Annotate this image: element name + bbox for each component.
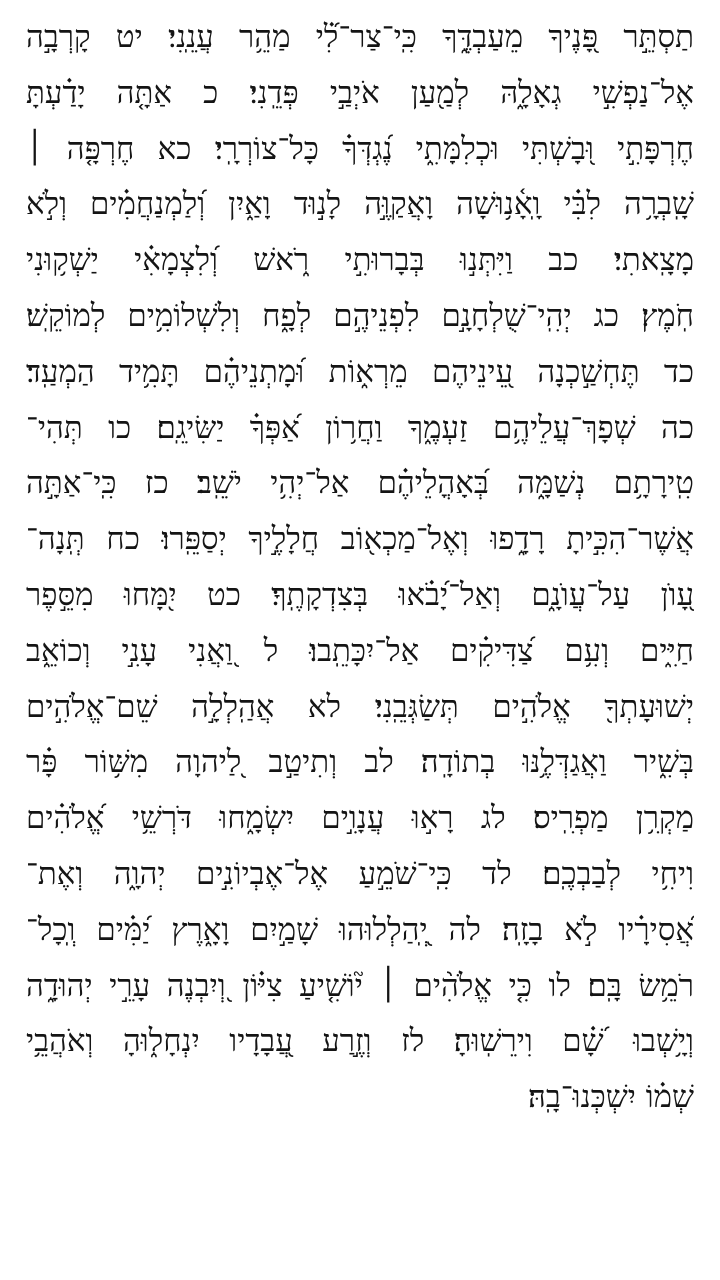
text-line: חַיִּ֑ים וְעִ֥ם צַ֝דִּיקִ֗ים אַל־יִכָּתֵֽבוּ׃ ל וַ֭אֲנִי עָנִ֣י וְכוֹאֵ֑ב xyxy=(26,632,694,669)
hebrew-text-block xyxy=(26,10,694,1126)
text-line: שָֽׁבְרָ֥ה לִבִּ֗י וָֽאָ֫נ֥וּשָׁה וָאֲקַוֶּ֣ה לָנ֣וּד וָאַ֑יִן וְ֝לַמְנַחֲמִ֗ים וְלֹ֣א xyxy=(26,186,694,223)
text-line: יְשׁוּעָתְךָ֖ אֱלֹהִ֣ים תְּשַׂגְּבֵֽנִי׃ לא אֲהַֽלְלָ֣ה שֵׁם־אֱלֹהִ֣ים xyxy=(26,688,694,725)
text-line: וְיָ֥שְׁבוּ שָׁ֝֗ם וִירֵשֽׁוּהָ׃ לז וְזֶ֣רַע עֲ֭בָדָיו יִנְחָל֑וּהָ וְאֹהֲבֵ֥י xyxy=(26,1023,694,1060)
text-line: אֲשֶׁר־הִכִּ֣יתָ רָדָ֑פוּ וְאֶל־מַכְא֖וֹב חֲלָלֶ֣יךָ יְסַפֵּֽרוּ׃ כח תְּֽנָה־ xyxy=(26,521,694,558)
text-line: מָצָֽאתִי׃ כב וַיִּתְּנ֣וּ בְּבָרוּתִ֣י רֹ֑אשׁ וְ֝לִצְמָאִ֗י יַשְׁק֥וּנִי xyxy=(26,242,694,279)
text-line: אֶל־נַפְשִׁ֣י גְאָלָ֑הּ לְמַ֖עַן אֹיְבַ֣י פְּדֵֽנִי׃ כ אַתָּ֤ה יָדַ֗עְתָּ xyxy=(26,74,694,111)
text-line: תַסְתֵּ֣ר פָּ֭נֶיךָ מֵעַבְדֶּ֑ךָ כִּֽי־צַר־לִ֝֗י מַהֵ֥ר עֲנֵֽנִי׃ יט קָרְבָ֣ה xyxy=(26,19,694,55)
text-line: עָ֭וֺן עַל־עֲוֺנָ֑ם וְאַל־יָ֝בֹ֗אוּ בְּצִדְקָתֶֽךָ׃ כט יִ֭מָּחוּ מִסֵּ֣פֶר xyxy=(26,576,694,613)
text-line: בְּשִׁ֑יר וַאֲגַדְּלֶ֥נּוּ בְתוֹדָֽה׃ לב וְתִיטַ֣ב לַ֭יהוָה מִשּׁ֥וֹר פָּ֗ר xyxy=(26,744,694,781)
text-line: חֶרְפָּתִ֣י וּ֭בָשְׁתִּי וּכְלִמָּתִ֑י נֶ֝גְדְּךָ֗ כָּל־צוֹרְרָֽי׃ כא חֶרְפָּ֤ה ׀ xyxy=(26,130,694,167)
text-line: רֹמֵ֥שׂ בָּֽם׃ לו כִּ֤י אֱלֹהִ֨ים ׀ י֘וֹשִׁ֤יעַ צִיּ֗וֹן וְ֭יִבְנֶה עָרֵ֣י יְהוּדָ֑ה xyxy=(26,967,694,1004)
text-line-last: שְׁ֝מ֗וֹ יִשְׁכְּנוּ־בָֽהּ׃ xyxy=(528,1079,694,1116)
text-line: חֹֽמֶץ׃ כג יְהִֽי־שֻׁלְחָנָ֣ם לִפְנֵיהֶ֣ם לְפָ֑ח וְלִשְׁלוֹמִ֥ים לְמוֹקֵֽשׁ׃ xyxy=(26,297,694,334)
text-line: כה שְׁפָךְ־עֲלֵיהֶ֥ם זַעְמֶ֑ךָ וַחֲר֥וֹן אַ֝פְּךָ֗ יַשִּׂיגֵֽם׃ כו תְּהִי־ xyxy=(26,409,694,446)
text-line: מַקְרִ֥ן מַפְרִֽיס׃ לג רָא֣וּ עֲנָוִ֣ים יִשְׂמָ֑חוּ דֹּרְשֵׁ֥י אֱ֝לֹהִ֗ים xyxy=(26,800,694,837)
text-line: וִיחִ֥י לְבַבְכֶֽם׃ לד כִּֽי־שֹׁמֵ֣עַ אֶל־אֶבְיוֹנִ֣ים יְהוָ֑ה וְאֶת־ xyxy=(26,855,694,892)
text-line: כד תֶּחְשַׁ֣כְנָה עֵ֭ינֵיהֶם מֵרְא֑וֹת וּ֝מָתְנֵיהֶ֗ם תָּמִ֥יד הַמְעַֽד׃ xyxy=(26,353,694,390)
text-line: טִֽירָתָ֥ם נְשַׁמָּ֑ה בְּ֝אָהֳלֵיהֶ֗ם אַל־יְהִ֥י יֹשֵֽׁב׃ כז כִּֽי־אַתָּ֣ה xyxy=(26,465,694,502)
text-line: אֲ֝סִירָ֗יו לֹ֣א בָזָֽה׃ לה יְֽ֭הַלְלוּהוּ שָׁמַ֣יִם וָאָ֑רֶץ יַ֝מִּ֗ים וְֽכָל־ xyxy=(26,911,694,948)
